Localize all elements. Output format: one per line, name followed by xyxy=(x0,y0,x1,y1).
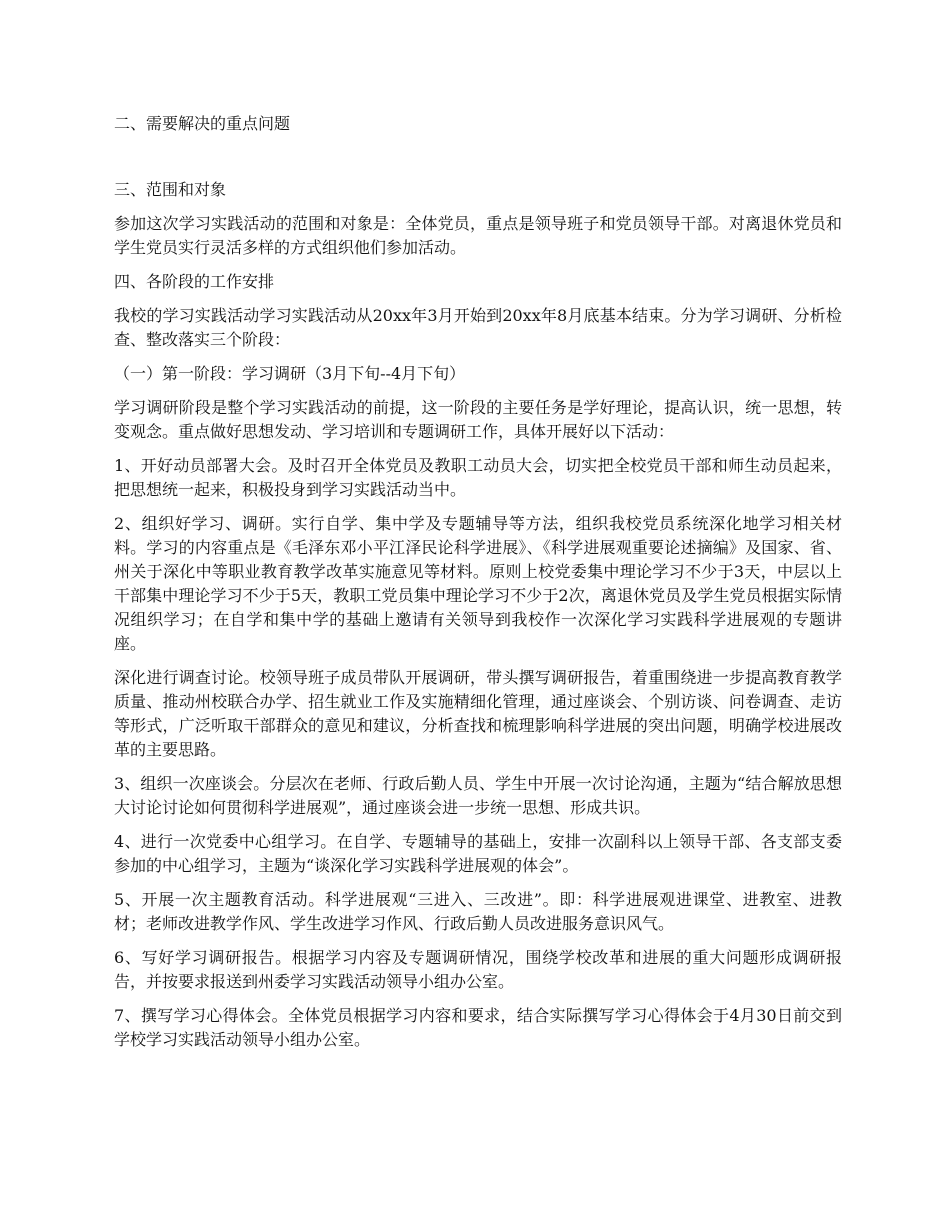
paragraph-scope: 参加这次学习实践活动的范围和对象是：全体党员，重点是领导班子和党员领导干部。对离退休党员和学生党员实行灵活多样的方式组织他们参加活动。 xyxy=(114,214,842,257)
paragraph-stage-1: 学习调研阶段是整个学习实践活动的前提，这一阶段的主要任务是学好理论，提高认识，统一思想，转变观念。重点做好思想发动、学习培训和专题调研工作，具体开展好以下活动： xyxy=(114,398,842,441)
section-heading-4: 四、各阶段的工作安排 xyxy=(114,272,275,291)
list-item-3: 3、组织一次座谈会。分层次在老师、行政后勤人员、学生中开展一次讨论沟通，主题为“结合解放思想大讨论讨论如何贯彻科学进展观”，通过座谈会进一步统一思想、形成共识。 xyxy=(114,774,842,817)
list-item-2: 2、组织好学习、调研。实行自学、集中学及专题辅导等方法，组织我校党员系统深化地学习相关材料。学习的内容重点是《毛泽东邓小平江泽民论科学进展》、《科学进展观重要论述摘编》及国家、省、州关于深化中等职业教育教学改革实施意见等材料。原则上校党委集中理论学习不少于3天，中层以上干部集中理论学习不少于5天，教职工党员集中理论学习不少于2次，离退休党员及学生党员根据实际情况组织学习；在自学和集中学的基础上邀请有关领导到我校作一次深化学习实践科学进展观的专题讲座。 xyxy=(114,514,842,653)
list-item-5: 5、开展一次主题教育活动。科学进展观“三进入、三改进”。即：科学进展观进课堂、进教室、进教材；老师改进教学作风、学生改进学习作风、行政后勤人员改进服务意识风气。 xyxy=(114,890,842,933)
section-spacer xyxy=(114,136,842,178)
section-heading-3: 三、范围和对象 xyxy=(114,180,227,199)
list-item-7: 7、撰写学习心得体会。全体党员根据学习内容和要求，结合实际撰写学习心得体会于4月30日前交到学校学习实践活动领导小组办公室。 xyxy=(114,1006,842,1049)
paragraph-investigation: 深化进行调查讨论。校领导班子成员带队开展调研，带头撰写调研报告，着重围绕进一步提高教育教学质量、推动州校联合办学、招生就业工作及实施精细化管理，通过座谈会、个别访谈、问卷调查、走访等形式，广泛听取干部群众的意见和建议，分析查找和梳理影响科学进展的突出问题，明确学校进展改革的主要思路。 xyxy=(114,668,842,759)
document-body xyxy=(114,112,842,1062)
paragraph-schedule: 我校的学习实践活动学习实践活动从20xx年3月开始到20xx年8月底基本结束。分为学习调研、分析检查、整改落实三个阶段： xyxy=(114,306,842,349)
list-item-6: 6、写好学习调研报告。根据学习内容及专题调研情况，围绕学校改革和进展的重大问题形成调研报告，并按要求报送到州委学习实践活动领导小组办公室。 xyxy=(114,948,842,991)
section-heading-2: 二、需要解决的重点问题 xyxy=(114,114,291,133)
stage-1-heading: （一）第一阶段：学习调研（3月下旬--4月下旬） xyxy=(114,364,466,383)
list-item-4: 4、进行一次党委中心组学习。在自学、专题辅导的基础上，安排一次副科以上领导干部、各支部支委参加的中心组学习，主题为“谈深化学习实践科学进展观的体会”。 xyxy=(114,832,842,875)
list-item-1: 1、开好动员部署大会。及时召开全体党员及教职工动员大会，切实把全校党员干部和师生动员起来，把思想统一起来，积极投身到学习实践活动当中。 xyxy=(114,456,842,499)
